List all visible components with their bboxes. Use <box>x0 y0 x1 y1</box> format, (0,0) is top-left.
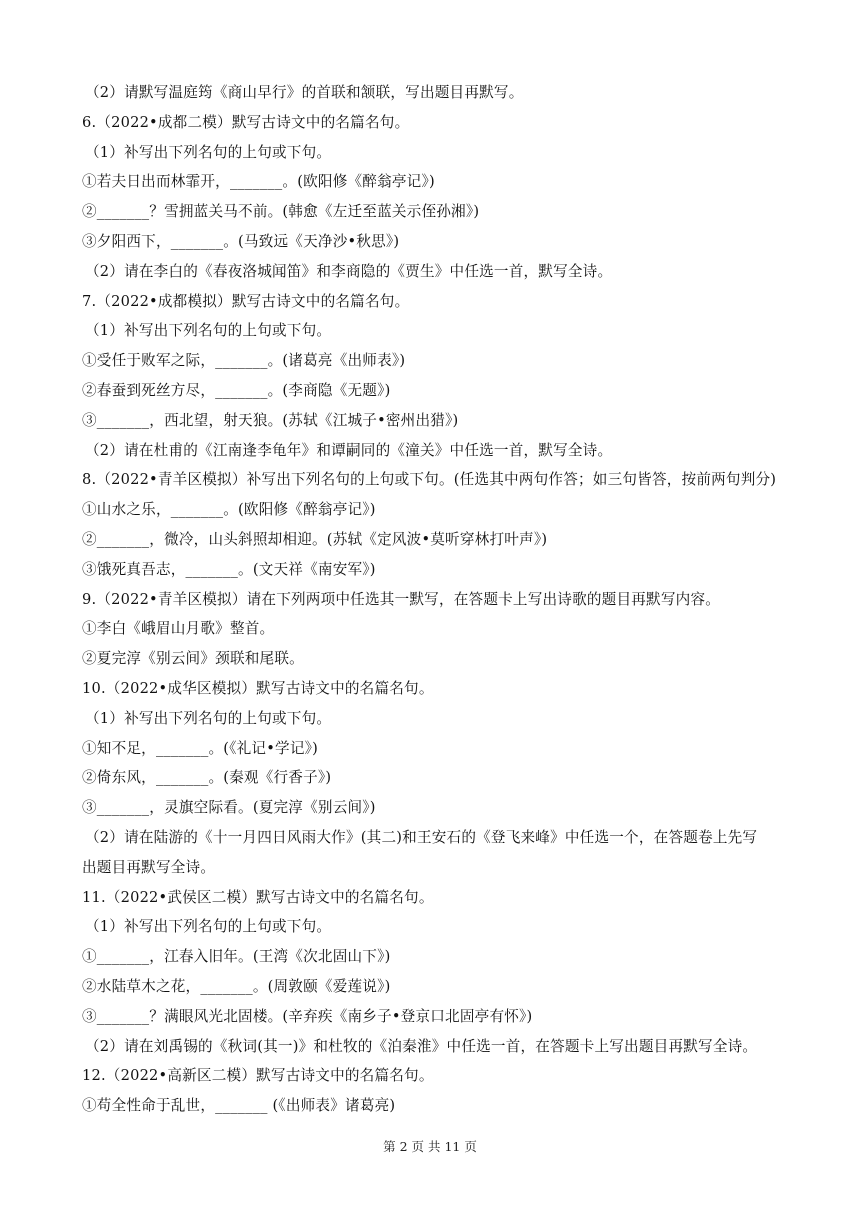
text-line: ②倚东风，_______。(秦观《行香子》) <box>82 769 332 787</box>
question-heading: 8.（2022•青羊区模拟）补写出下列名句的上句或下句。(任选其中两句作答；如三句皆答，按前两句判分) <box>82 471 777 489</box>
text-line: ①山水之乐，_______。(欧阳修《醉翁亭记》) <box>82 501 376 519</box>
text-line: （2）请默写温庭筠《商山早行》的首联和颔联，写出题目再默写。 <box>85 84 524 101</box>
text-line: （2）请在刘禹锡的《秋词(其一)》和杜牧的《泊秦淮》中任选一首，在答题卡上写出题目再默写全诗。 <box>85 1037 758 1055</box>
text-line: ②夏完淳《别云间》颈联和尾联。 <box>82 650 304 668</box>
text-line: ①受任于败军之际，_______。(诸葛亮《出师表》) <box>82 352 406 370</box>
question-heading: 9.（2022•青羊区模拟）请在下列两项中任选其一默写，在答题卡上写出诗歌的题目再默写内容。 <box>82 590 721 608</box>
text-line: ③_______？满眼风光北固楼。(辛弃疾《南乡子•登京口北固亭有怀》) <box>82 1007 533 1025</box>
text-line: （1）补写出下列名句的上句或下句。 <box>85 322 332 340</box>
text-line: 出题目再默写全诗。 <box>82 858 216 876</box>
text-line: （1）补写出下列名句的上句或下句。 <box>85 143 332 161</box>
page-footer: 第 2 页 共 11 页 <box>383 1139 477 1154</box>
question-heading: 6.（2022•成都二模）默写古诗文中的名篇名句。 <box>82 113 410 131</box>
text-line: ②_______？雪拥蓝关马不前。(韩愈《左迁至蓝关示侄孙湘》) <box>82 203 480 221</box>
text-line: ③饿死真吾志，_______。(文天祥《南安军》) <box>82 560 376 578</box>
text-line: （2）请在杜甫的《江南逢李龟年》和谭嗣同的《潼关》中任选一首，默写全诗。 <box>85 441 613 459</box>
text-line: ①_______，江春入旧年。(王湾《次北固山下》) <box>82 948 391 966</box>
text-line: ②春蚕到死丝方尽，_______。(李商隐《无题》) <box>82 381 391 399</box>
text-line: ①苟全性命于乱世，_______ (《出师表》诸葛亮) <box>82 1097 396 1115</box>
question-heading: 11.（2022•武侯区二模）默写古诗文中的名篇名句。 <box>82 888 434 906</box>
text-line: ③夕阳西下，_______。(马致远《天净沙•秋思》) <box>82 232 400 250</box>
text-line: ③_______，灵旗空际看。(夏完淳《别云间》) <box>82 799 376 817</box>
text-line: （2）请在陆游的《十一月四日风雨大作》(其二)和王安石的《登飞来峰》中任选一个，在答题卷上先写 <box>85 828 758 846</box>
text-line: ①若夫日出而林霏开，_______。(欧阳修《醉翁亭记》) <box>82 173 435 191</box>
text-line: （1）补写出下列名句的上句或下句。 <box>85 918 332 936</box>
text-line: ②水陆草木之花，_______。(周敦颐《爱莲说》) <box>82 977 391 995</box>
question-heading: 12.（2022•高新区二模）默写古诗文中的名篇名句。 <box>82 1067 434 1085</box>
question-heading: 7.（2022•成都模拟）默写古诗文中的名篇名句。 <box>82 292 410 310</box>
text-line: ①李白《峨眉山月歌》整首。 <box>82 620 275 638</box>
text-line: （1）补写出下列名句的上句或下句。 <box>85 709 332 727</box>
text-line: ②_______，微冷，山头斜照却相迎。(苏轼《定风波•莫听穿林打叶声》) <box>82 530 548 548</box>
text-line: （2）请在李白的《春夜洛城闻笛》和李商隐的《贾生》中任选一首，默写全诗。 <box>85 262 613 280</box>
question-text-block <box>82 78 782 1121</box>
text-line: ①知不足，_______。(《礼记•学记》) <box>82 739 318 757</box>
question-heading: 10.（2022•成华区模拟）默写古诗文中的名篇名句。 <box>82 679 434 697</box>
text-line: ③_______，西北望，射天狼。(苏轼《江城子•密州出猎》) <box>82 411 459 429</box>
